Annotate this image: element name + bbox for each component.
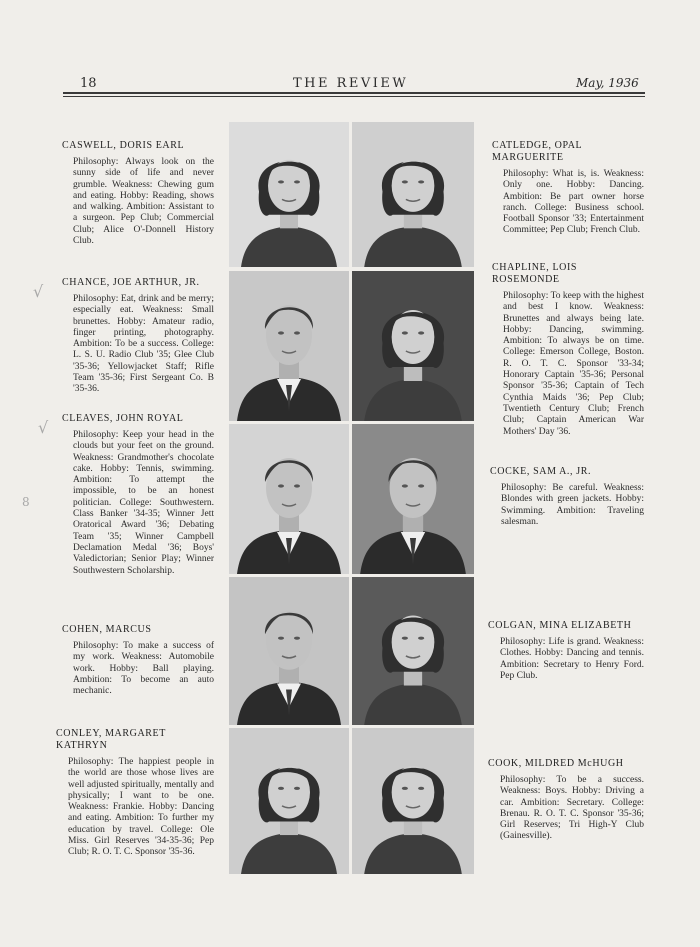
student-name: COHEN, MARCUS <box>62 624 152 635</box>
student-bio: Philosophy: Be careful. Weakness: Blondes with green jackets. Hobby: Swimming. Ambition: Traveling salesman. <box>501 483 644 527</box>
portrait-photo <box>229 122 349 267</box>
pencil-checkmark: √ <box>33 282 44 301</box>
portrait-chapline <box>352 271 474 421</box>
student-bio: Philosophy: To make a success of my work. Weakness: Automobile work. Hobby: Ball playing. Ambition: To become an auto mechanic. <box>73 641 214 697</box>
student-bio: Philosophy: Life is grand. Weakness: Clothes. Hobby: Dancing and tennis. Ambition: Secretary to Henry Ford. Pep Club. <box>500 637 644 681</box>
entry-cook <box>488 758 644 843</box>
portrait-photo <box>352 424 474 574</box>
pencil-mark: 8 <box>22 495 30 509</box>
entry-catledge <box>492 140 644 237</box>
student-name: COCKE, SAM A., JR. <box>490 466 592 477</box>
student-name: COOK, MILDRED McHUGH <box>488 758 624 769</box>
portrait-chance <box>229 271 349 421</box>
portrait-cleaves <box>229 424 349 574</box>
portrait-photo <box>352 577 474 725</box>
portrait-colgan <box>352 577 474 725</box>
student-name: CHAPLINE, LOIS ROSEMONDE <box>492 262 578 285</box>
portrait-photo <box>229 577 349 725</box>
student-name: CASWELL, DORIS EARL <box>62 140 185 151</box>
student-bio: Philosophy: What is, is. Weakness: Only one. Hobby: Dancing. Ambition: Be part owner horse ranch. College: Business school. Football Sponsor '33; Entertainment Committee; Pep Club; French Club. <box>503 169 644 236</box>
student-name: CATLEDGE, OPAL MARGUERITE <box>492 140 582 163</box>
entry-caswell <box>62 140 214 247</box>
issue-date: May, 1936 <box>576 76 639 90</box>
entry-colgan <box>488 620 644 682</box>
student-bio: Philosophy: Keep your head in the clouds but your feet on the ground. Weakness: Grandmother's chocolate cake. Hobby: Tennis, swimming. Ambition: To attempt the impossible, to be an honest politician. College: Southwestern. Class Banker '34-35; Winner Jett Oratorical Award '36; Debating Team '35; Winner Campbell Declamation Medal '36; Boys' Valedictorian; Senior Play; Winner Southwestern Scholarship. <box>73 430 214 576</box>
entry-cohen <box>62 624 214 697</box>
portrait-photo <box>229 271 349 421</box>
pencil-checkmark: √ <box>38 418 49 437</box>
portrait-catledge <box>352 122 474 267</box>
portrait-conley <box>229 728 349 874</box>
student-name: COLGAN, MINA ELIZABETH <box>488 620 632 631</box>
portrait-photo <box>229 728 349 874</box>
publication-title: THE REVIEW <box>293 76 409 91</box>
student-bio: Philosophy: Always look on the sunny side of life and never grumble. Weakness: Chewing gum and eating. Hobby: Reading, shows and walking. Ambition: Assistant to a surgeon. Pep Club; Commercial Club; Alice O'-Donnell History Club. <box>73 157 214 247</box>
portrait-photo <box>229 424 349 574</box>
portrait-photo <box>352 122 474 267</box>
portrait-cohen <box>229 577 349 725</box>
portrait-cook <box>352 728 474 874</box>
entry-cocke <box>490 466 644 528</box>
entry-conley <box>56 728 214 859</box>
student-name: CLEAVES, JOHN ROYAL <box>62 413 184 424</box>
portrait-photo <box>352 728 474 874</box>
entry-cleaves <box>62 413 214 577</box>
entry-chance <box>62 277 214 396</box>
page-number: 18 <box>80 76 97 91</box>
portrait-caswell <box>229 122 349 267</box>
student-name: CHANCE, JOE ARTHUR, JR. <box>62 277 200 288</box>
student-bio: Philosophy: To keep with the highest and best I know. Weakness: Brunettes and always being late. Hobby: Dancing, swimming. Ambition: To always be on time. College: Emerson College, Boston. R. O. T. C. Sponsor '33-34; Honorary Captain '35-36; Personal Sponsor '35-36; Captain of Tech Cynthia Maids '36; Pep Club; Twentieth Century Club; French Club; Captain American War Mothers' Day '36. <box>503 291 644 437</box>
student-bio: Philosophy: Eat, drink and be merry; especially eat. Weakness: Small brunettes. Hobby: Amateur radio, finger printing, photography. Ambition: To be a success. College: L. S. U. Radio Club '35; Glee Club '35-36; Yellowjacket Staff; Rifle Team '35-36; First Sergeant Co. B '35-36. <box>73 294 214 395</box>
student-bio: Philosophy: To be a success. Weakness: Boys. Hobby: Driving a car. Ambition: Secretary. College: Brenau. R. O. T. C. Sponsor '35-36; Girl Reserves; Tri High-Y Club (Gainesville). <box>500 775 644 842</box>
portrait-cocke <box>352 424 474 574</box>
header-rule <box>63 92 645 94</box>
portrait-photo <box>352 271 474 421</box>
header-rule-thin <box>63 96 645 97</box>
entry-chapline <box>492 262 644 438</box>
student-bio: Philosophy: The happiest people in the world are those whose lives are well adjusted spiritually, mentally and physically; I want to be one. Weakness: Frankie. Hobby: Dancing and eating. Ambition: To further my education by travel. College: Ole Miss. Girl Reserves '34-35-36; Pep Club; R. O. T. C. Sponsor '35-36. <box>68 757 214 858</box>
student-name: CONLEY, MARGARET KATHRYN <box>56 728 166 751</box>
